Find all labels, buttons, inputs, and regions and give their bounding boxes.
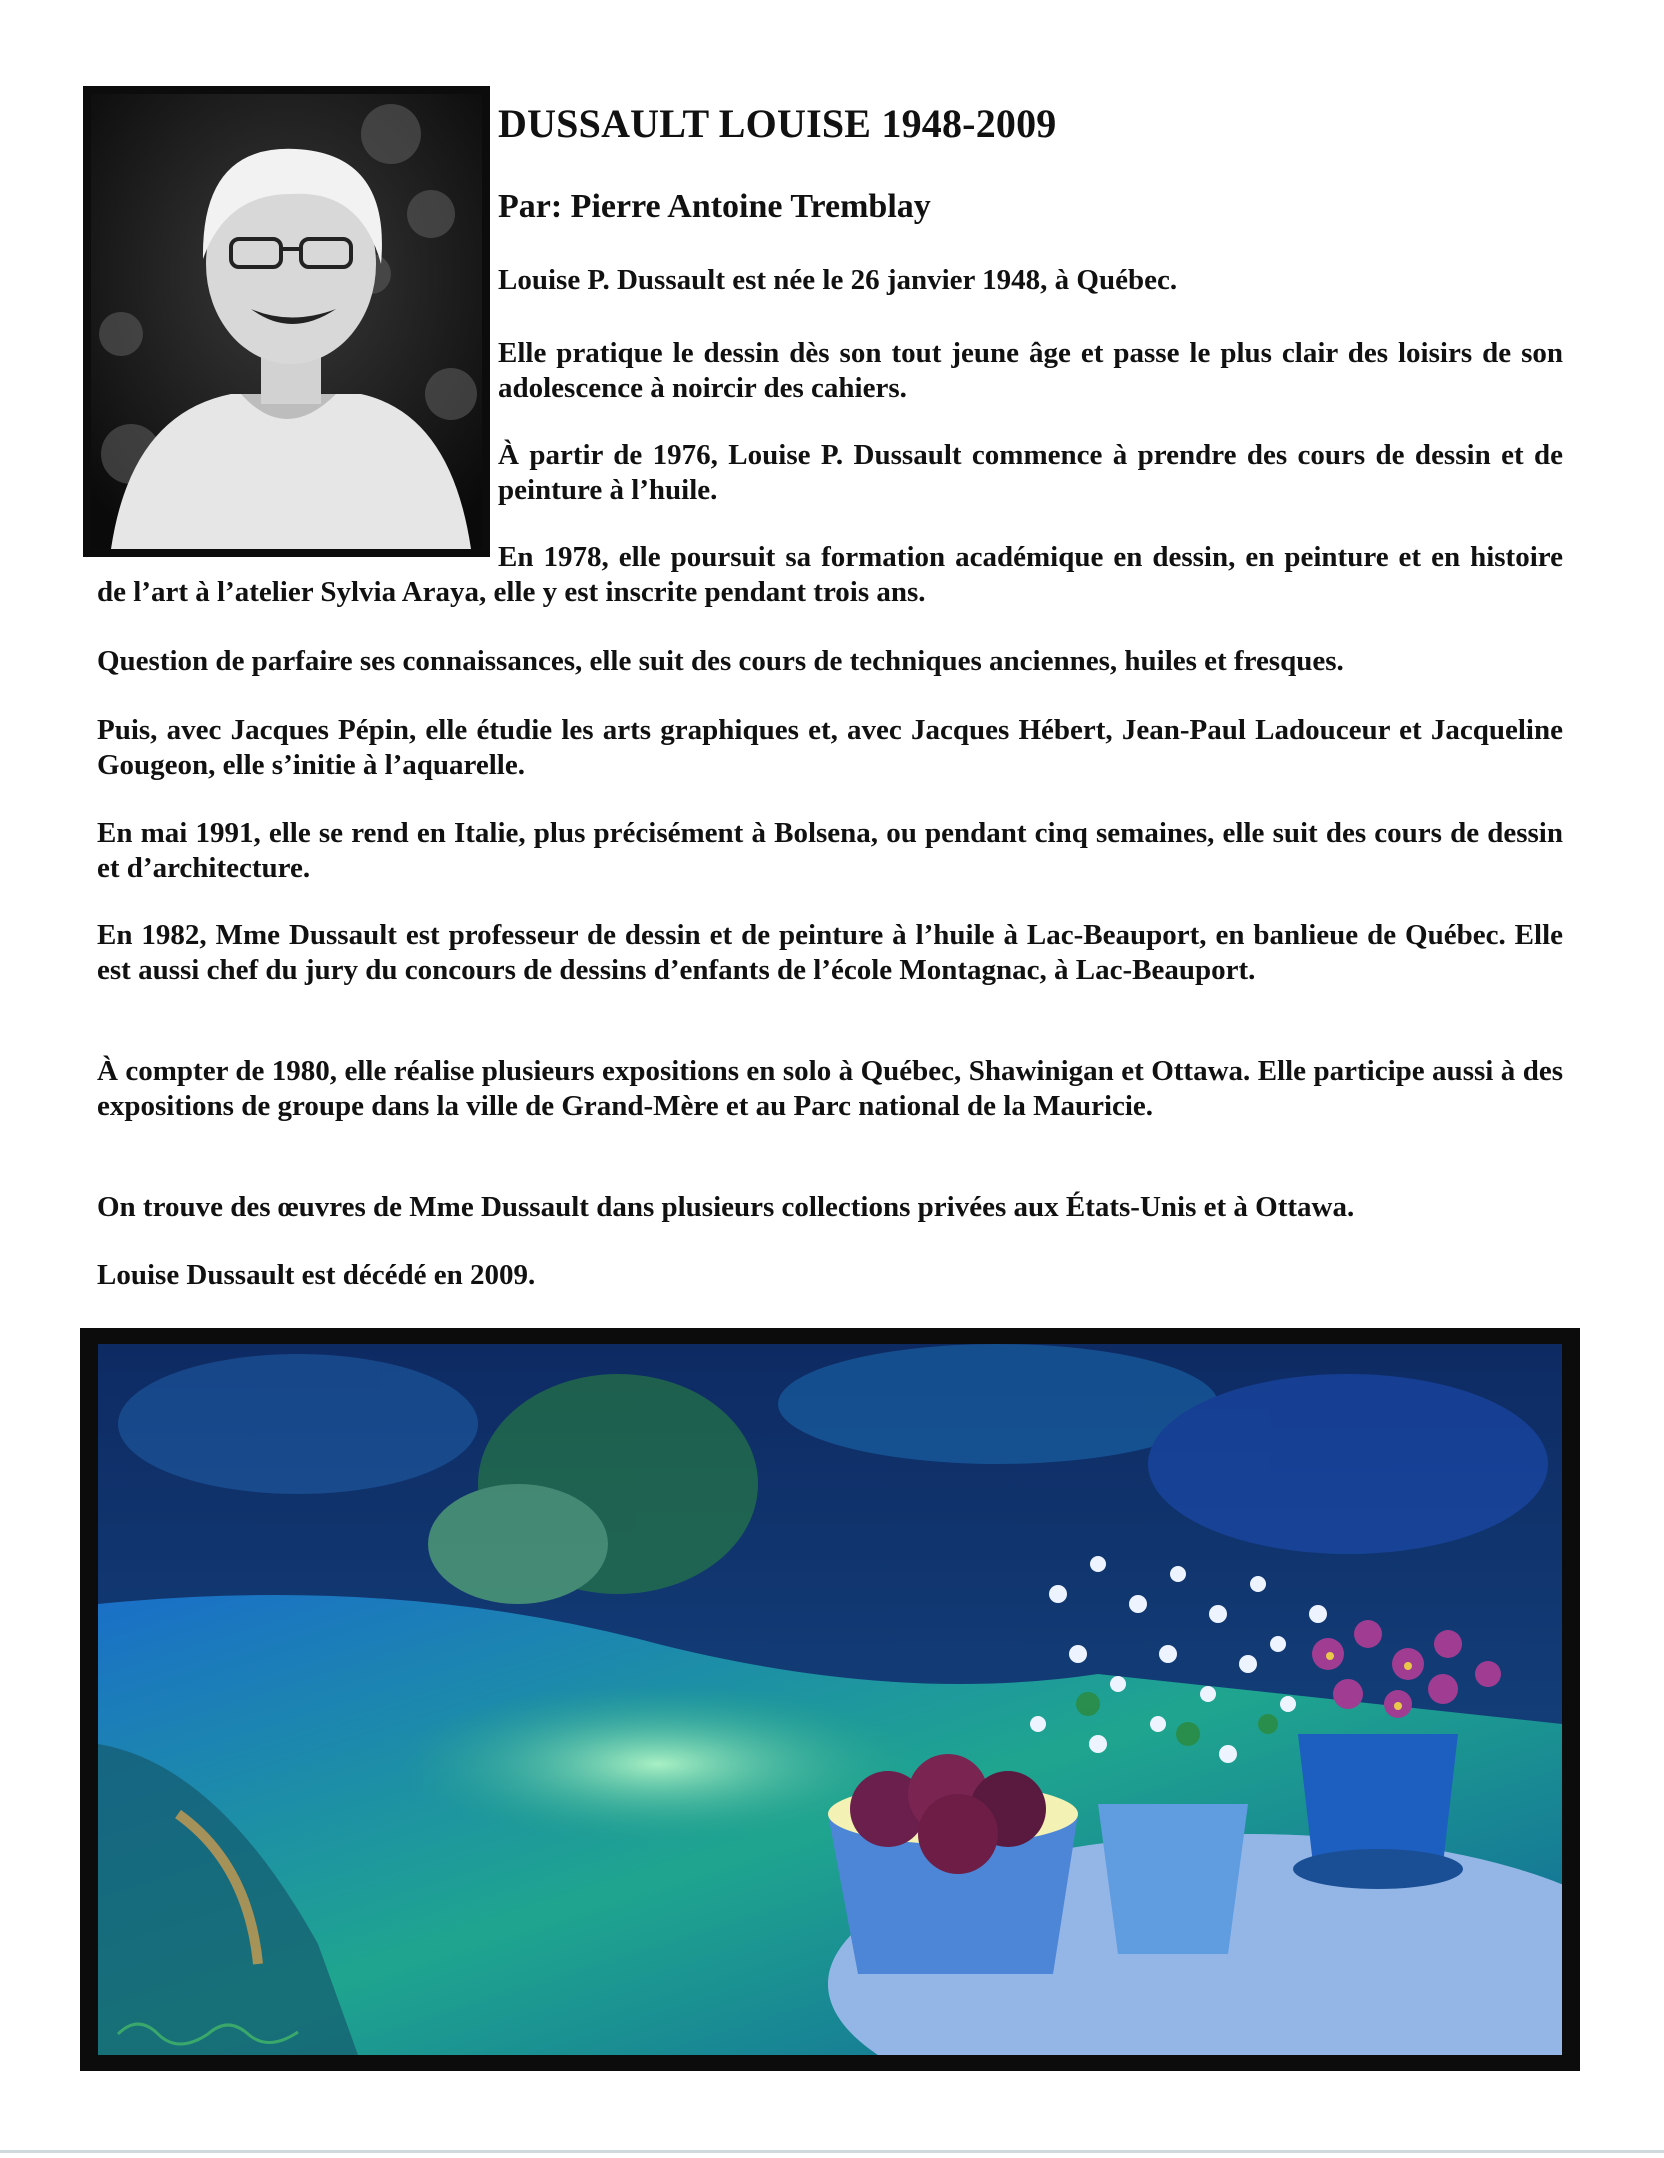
paragraph-techniques: Question de parfaire ses connaissances, elle suit des cours de techniques anciennes, huiles et fresques. bbox=[97, 645, 1344, 677]
paragraph-birth: Louise P. Dussault est née le 26 janvier 1948, à Québec. bbox=[498, 264, 1178, 296]
article-byline: Par: Pierre Antoine Tremblay bbox=[498, 188, 931, 225]
article-title: DUSSAULT LOUISE 1948-2009 bbox=[498, 101, 1057, 146]
paragraph-death: Louise Dussault est décédé en 2009. bbox=[97, 1259, 536, 1291]
paragraph-youth: Elle pratique le dessin dès son tout jeune âge et passe le plus clair des loisirs de son adolescence à noircir des cahiers. bbox=[498, 337, 1563, 404]
paragraph-collections: On trouve des œuvres de Mme Dussault dans plusieurs collections privées aux États-Unis et à Ottawa. bbox=[97, 1191, 1355, 1223]
page-bottom-rule bbox=[0, 2150, 1664, 2153]
paragraph-1978: En 1978, elle poursuit sa formation académique en dessin, en peinture et en histoire de l’art à l’atelier Sylvia Araya, elle y est inscrite pendant trois ans. bbox=[97, 541, 1563, 608]
paragraph-teachers: Puis, avec Jacques Pépin, elle étudie les arts graphiques et, avec Jacques Hébert, Jean-Paul Ladouceur et Jacqueline Gougeon, elle s’initie à l’aquarelle. bbox=[97, 714, 1563, 781]
paragraph-1982: En 1982, Mme Dussault est professeur de dessin et de peinture à l’huile à Lac-Beauport, en banlieue de Québec. Elle est aussi chef du jury du concours de dessins d’enfants de l’école Montagnac, à Lac-Beauport. bbox=[97, 919, 1563, 986]
portrait-image bbox=[91, 94, 482, 549]
painting-artwork bbox=[98, 1344, 1562, 2055]
painting-image bbox=[80, 1328, 1580, 2071]
paragraph-expositions: À compter de 1980, elle réalise plusieurs expositions en solo à Québec, Shawinigan et Ottawa. Elle participe aussi à des expositions de groupe dans la ville de Grand-Mère et au Parc national de la Mauricie. bbox=[97, 1055, 1563, 1122]
paragraph-italy: En mai 1991, elle se rend en Italie, plus précisément à Bolsena, ou pendant cinq semaines, elle suit des cours de dessin et d’architecture. bbox=[97, 817, 1563, 884]
portrait-photo bbox=[83, 86, 490, 557]
paragraph-1976: À partir de 1976, Louise P. Dussault commence à prendre des cours de dessin et de peinture à l’huile. bbox=[498, 439, 1563, 506]
